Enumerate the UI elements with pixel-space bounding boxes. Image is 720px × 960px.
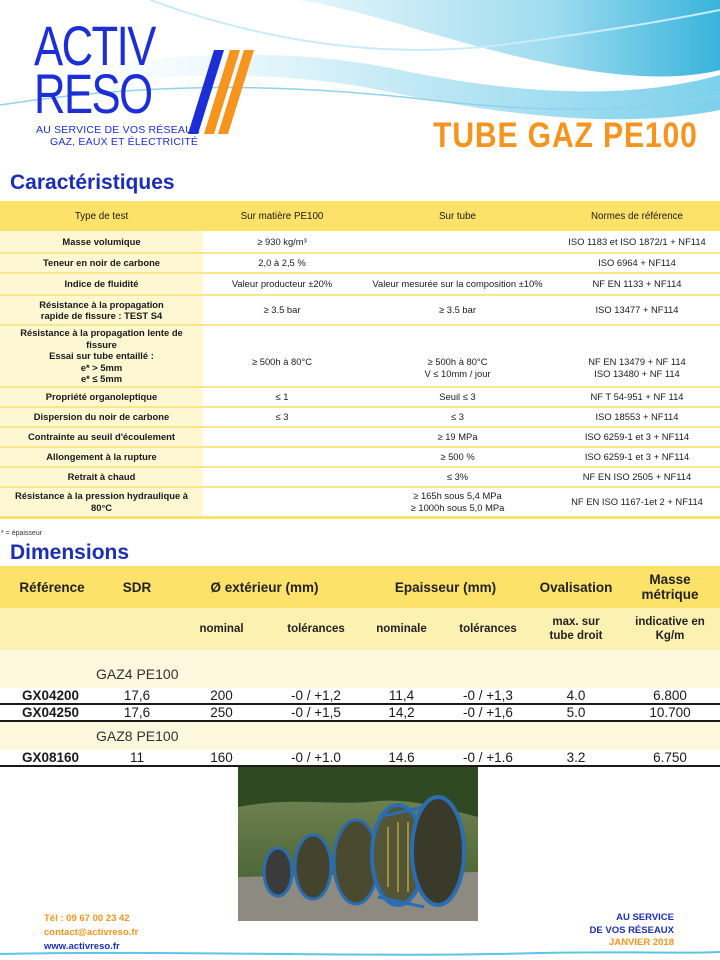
characteristics-row bbox=[0, 447, 720, 467]
cell-test bbox=[0, 295, 203, 325]
cell-line: ISO 1183 et ISO 1872/1 + NF114 bbox=[568, 235, 706, 247]
cell-line: V ≤ 10mm / jour bbox=[424, 367, 491, 379]
footer-right-block bbox=[590, 912, 674, 950]
cell-value: 200 bbox=[170, 688, 273, 704]
cell-value: -0 / +1,3 bbox=[444, 688, 532, 704]
characteristics-row bbox=[0, 427, 720, 447]
footer-right-line1: AU SERVICE bbox=[616, 912, 674, 923]
dimensions-spacer bbox=[0, 650, 720, 660]
cell-test bbox=[0, 325, 203, 387]
cell-matiere bbox=[203, 447, 361, 467]
cell-line: e* ≤ 5mm bbox=[80, 373, 123, 385]
cell-line: ISO 13480 + NF 114 bbox=[594, 367, 680, 379]
subheader-indicative: indicative en Kg/m bbox=[620, 608, 720, 650]
cell-value: 5.0 bbox=[532, 704, 620, 721]
cell-line bbox=[558, 333, 716, 345]
cell-line: NF EN 1133 + NF114 bbox=[592, 278, 682, 290]
cell-line: rapide de fissure : TEST S4 bbox=[40, 310, 163, 321]
logo-line-reso: RESO bbox=[34, 62, 152, 125]
logo-wordmark bbox=[34, 14, 155, 125]
cell-line bbox=[207, 451, 357, 463]
section-title-dimensions: Dimensions bbox=[10, 541, 130, 564]
cell-value: -0 / +1,6 bbox=[444, 704, 532, 721]
cell-line: ≥ 500 % bbox=[440, 451, 475, 463]
cell-value: -0 / +1,2 bbox=[273, 688, 359, 704]
footer-phone: Tél : 09 67 00 23 42 bbox=[44, 913, 130, 924]
cell-line: ≥ 19 MPa bbox=[437, 431, 478, 443]
header-tube: Sur tube bbox=[361, 201, 554, 231]
subheader-empty-2 bbox=[104, 608, 170, 650]
cell-matiere bbox=[203, 387, 361, 407]
cell-tube bbox=[361, 487, 554, 517]
characteristics-row bbox=[0, 253, 720, 273]
characteristics-row bbox=[0, 325, 720, 387]
cell-matiere bbox=[203, 231, 361, 253]
logo-line-activ: ACTIV bbox=[34, 14, 155, 77]
cell-value: 6.800 bbox=[620, 688, 720, 704]
cell-value: 160 bbox=[170, 750, 273, 766]
cell-line: Indice de fluidité bbox=[64, 278, 139, 290]
characteristics-row bbox=[0, 487, 720, 517]
cell-line: 2,0 à 2,5 % bbox=[258, 257, 306, 269]
header-ovalisation: Ovalisation bbox=[532, 566, 620, 608]
cell-norme bbox=[554, 253, 720, 273]
cell-line: ≥ 3.5 bar bbox=[439, 304, 476, 316]
characteristics-table bbox=[0, 201, 720, 519]
cell-line bbox=[207, 471, 357, 483]
subheader-empty-1 bbox=[0, 608, 104, 650]
subheader-nominal: nominal bbox=[170, 608, 273, 650]
cell-matiere bbox=[203, 295, 361, 325]
cell-value: -0 / +1.0 bbox=[273, 750, 359, 766]
cell-line: Valeur producteur ±20% bbox=[231, 278, 333, 290]
cell-value: -0 / +1.6 bbox=[444, 750, 532, 766]
dimensions-table bbox=[0, 566, 720, 767]
cell-test bbox=[0, 253, 203, 273]
footer-right-line2: DE VOS RÉSEAUX bbox=[589, 924, 674, 936]
header-masse: Masse métrique bbox=[620, 566, 720, 608]
characteristics-row bbox=[0, 407, 720, 427]
cell-line: ≥ 500h à 80°C bbox=[252, 356, 312, 367]
dimensions-data-row bbox=[0, 750, 720, 766]
cell-line: ≤ 1 bbox=[275, 391, 289, 403]
characteristics-row bbox=[0, 467, 720, 487]
cell-line: ISO 6259-1 et 3 + NF114 bbox=[584, 431, 690, 443]
cell-matiere bbox=[203, 407, 361, 427]
cell-norme bbox=[554, 325, 720, 387]
cell-line: Résistance à la pression hydraulique à 80°C bbox=[15, 490, 188, 513]
footer-wave-line bbox=[0, 948, 720, 960]
header-epaisseur: Epaisseur (mm) bbox=[359, 566, 532, 608]
header-normes: Normes de référence bbox=[554, 201, 720, 231]
header-matiere: Sur matière PE100 bbox=[203, 201, 361, 231]
cell-tube bbox=[361, 253, 554, 273]
cell-tube bbox=[361, 407, 554, 427]
footer-date: JANVIER 2018 bbox=[609, 937, 674, 948]
cell-test bbox=[0, 427, 203, 447]
cell-test bbox=[0, 467, 203, 487]
header-sdr: SDR bbox=[104, 566, 170, 608]
logo-tagline bbox=[36, 124, 200, 148]
cell-line: ≤ 3 bbox=[275, 411, 289, 423]
cell-value: 6.750 bbox=[620, 750, 720, 766]
cell-line: Seuil ≤ 3 bbox=[439, 391, 476, 403]
cell-line: Contrainte au seuil d'écoulement bbox=[27, 431, 176, 443]
cell-value: 17,6 bbox=[104, 688, 170, 704]
cell-line: Essai sur tube entaillé : bbox=[49, 350, 154, 362]
cell-norme bbox=[554, 487, 720, 517]
logo-tagline-line1: AU SERVICE DE VOS RÉSEAUX bbox=[36, 124, 201, 136]
section-title-caracteristiques: Caractéristiques bbox=[10, 171, 175, 194]
dimensions-group-row bbox=[0, 660, 720, 688]
cell-line: ≥ 930 kg/m³ bbox=[257, 235, 307, 247]
cell-tube bbox=[361, 231, 554, 253]
cell-line: ≥ 3.5 bar bbox=[263, 304, 301, 316]
cell-line: Teneur en noir de carbone bbox=[42, 257, 161, 269]
characteristics-row bbox=[0, 387, 720, 407]
cell-line: Allongement à la rupture bbox=[46, 451, 157, 463]
cell-test bbox=[0, 387, 203, 407]
cell-value: 17,6 bbox=[104, 704, 170, 721]
cell-line: Propriété organoleptique bbox=[45, 391, 158, 403]
cell-line bbox=[207, 431, 357, 443]
cell-value: 14,2 bbox=[359, 704, 444, 721]
cell-line bbox=[207, 333, 357, 345]
cell-tube bbox=[361, 387, 554, 407]
cell-reference: GX04250 bbox=[0, 704, 104, 721]
dimensions-header-row-1 bbox=[0, 566, 720, 608]
cell-tube bbox=[361, 325, 554, 387]
cell-line bbox=[365, 236, 550, 248]
characteristics-row bbox=[0, 295, 720, 325]
subheader-nominale: nominale bbox=[359, 608, 444, 650]
cell-line bbox=[207, 368, 357, 380]
cell-norme bbox=[554, 387, 720, 407]
subheader-tolerances-d: tolérances bbox=[273, 608, 359, 650]
characteristics-row bbox=[0, 273, 720, 295]
cell-test bbox=[0, 487, 203, 517]
cell-reference: GX08160 bbox=[0, 750, 104, 766]
header-reference: Référence bbox=[0, 566, 104, 608]
cell-line: ISO 6259-1 et 3 + NF114 bbox=[584, 451, 690, 463]
cell-value: 11,4 bbox=[359, 688, 444, 704]
cell-test bbox=[0, 273, 203, 295]
header-diametre: Ø extérieur (mm) bbox=[170, 566, 359, 608]
cell-line: Résistance à la propagation bbox=[39, 298, 164, 310]
cell-line bbox=[365, 345, 550, 357]
cable-reels-photo bbox=[238, 767, 478, 921]
activreso-logo bbox=[34, 14, 234, 148]
document-title: TUBE GAZ PE100 bbox=[433, 116, 698, 155]
dimensions-data-row bbox=[0, 688, 720, 704]
cell-line: Retrait à chaud bbox=[67, 471, 136, 483]
cell-norme bbox=[554, 273, 720, 295]
dimensions-header-row-2 bbox=[0, 608, 720, 650]
cell-line: Masse volumique bbox=[62, 235, 141, 247]
cell-value: 11 bbox=[104, 750, 170, 766]
cell-line: NF EN ISO 1167-1et 2 + NF114 bbox=[571, 496, 703, 507]
group-label: GAZ4 PE100 bbox=[0, 660, 720, 688]
cell-line: ISO 6964 + NF114 bbox=[598, 257, 676, 269]
footer-website[interactable]: www.activreso.fr bbox=[44, 941, 120, 952]
cell-norme bbox=[554, 447, 720, 467]
logo-slashes-icon bbox=[184, 46, 256, 136]
header-type-test: Type de test bbox=[0, 201, 203, 231]
cell-matiere bbox=[203, 487, 361, 517]
cell-line: ≤ 3% bbox=[446, 471, 469, 483]
subheader-tolerances-e: tolérances bbox=[444, 608, 532, 650]
cell-line: ISO 13477 + NF114 bbox=[595, 304, 679, 316]
cell-value: -0 / +1,5 bbox=[273, 704, 359, 721]
cell-tube bbox=[361, 427, 554, 447]
dimensions-data-row bbox=[0, 704, 720, 721]
cell-line bbox=[365, 257, 550, 269]
cell-test bbox=[0, 447, 203, 467]
cell-line: NF T 54-951 + NF 114 bbox=[590, 391, 684, 403]
cell-line: e* > 5mm bbox=[80, 361, 123, 373]
cell-norme bbox=[554, 231, 720, 253]
cell-matiere bbox=[203, 253, 361, 273]
cell-line bbox=[365, 333, 550, 345]
cell-line: ≥ 500h à 80°C bbox=[427, 356, 488, 367]
cell-line: Résistance à la propagation lente de fissure bbox=[20, 327, 183, 350]
subheader-max-tube: max. sur tube droit bbox=[532, 608, 620, 650]
characteristics-header-row bbox=[0, 201, 720, 231]
cell-value: 250 bbox=[170, 704, 273, 721]
cell-norme bbox=[554, 467, 720, 487]
cell-value: 3.2 bbox=[532, 750, 620, 766]
cell-line bbox=[207, 496, 357, 508]
cell-matiere bbox=[203, 427, 361, 447]
cell-tube bbox=[361, 467, 554, 487]
cell-line: NF EN 13479 + NF 114 bbox=[588, 356, 686, 367]
cell-line bbox=[207, 345, 357, 357]
cell-line: NF EN ISO 2505 + NF114 bbox=[582, 471, 692, 483]
cell-norme bbox=[554, 295, 720, 325]
cell-line bbox=[558, 345, 716, 357]
characteristics-row bbox=[0, 231, 720, 253]
cell-tube bbox=[361, 295, 554, 325]
cell-line: Valeur mesurée sur la composition ±10% bbox=[372, 278, 543, 290]
footer-email[interactable]: contact@activreso.fr bbox=[44, 927, 139, 938]
cell-value: 10.700 bbox=[620, 704, 720, 721]
cell-line: ≥ 1000h sous 5,0 MPa bbox=[410, 501, 505, 513]
group-label: GAZ8 PE100 bbox=[0, 721, 720, 750]
cell-matiere bbox=[203, 467, 361, 487]
dimensions-group-row bbox=[0, 721, 720, 750]
cell-norme bbox=[554, 407, 720, 427]
cell-value: 4.0 bbox=[532, 688, 620, 704]
cell-line: Dispersion du noir de carbone bbox=[33, 411, 170, 423]
cell-value: 14.6 bbox=[359, 750, 444, 766]
cell-test bbox=[0, 407, 203, 427]
cell-line: ≥ 165h sous 5,4 MPa bbox=[413, 490, 502, 502]
cell-line: ≤ 3 bbox=[451, 411, 464, 423]
cell-norme bbox=[554, 427, 720, 447]
cell-tube bbox=[361, 447, 554, 467]
footnote: * = épaisseur bbox=[1, 530, 43, 537]
cell-matiere bbox=[203, 273, 361, 295]
cell-matiere bbox=[203, 325, 361, 387]
logo-tagline-line2: GAZ, EAUX ET ÉLECTRICITÉ bbox=[50, 136, 199, 148]
cell-tube bbox=[361, 273, 554, 295]
cell-reference: GX04200 bbox=[0, 688, 104, 704]
cell-test bbox=[0, 231, 203, 253]
cell-line: ISO 18553 + NF114 bbox=[595, 411, 679, 423]
